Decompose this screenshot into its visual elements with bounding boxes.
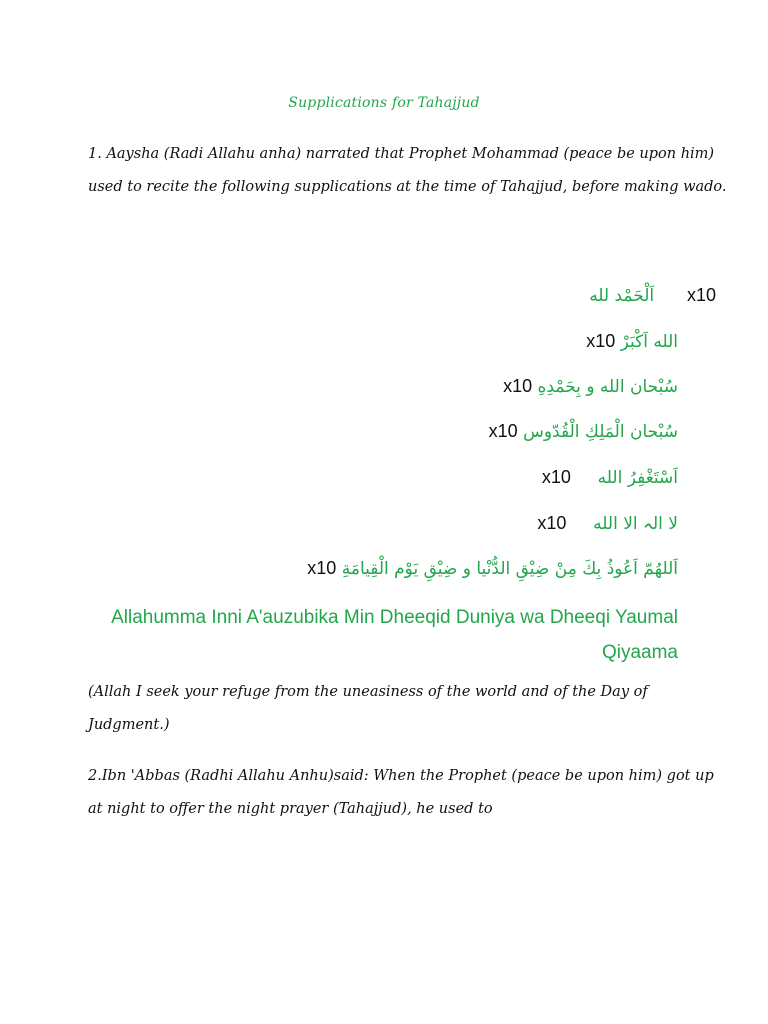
supplication-arabic: الله اَكْبَرْ [620, 332, 678, 352]
supplication-arabic: لا الہ الا الله [593, 514, 678, 534]
supplication-arabic: اَللهُمّ اَعُوذُ بِكَ مِنْ ضِيْقِ الدُّنْيا و ضِيْقِ يَوْم الْقِيامَةِ [341, 559, 678, 579]
supplication-count: x10 [488, 421, 518, 441]
supplication-line-3 [503, 376, 678, 397]
narration-paragraph-2: 2.Ibn 'Abbas (Radhi Allahu Anhu)said: When the Prophet (peace be upon him) got up at night to offer the night prayer (Tahajjud), he used to [88, 768, 714, 817]
supplication-arabic: سُبْحان الله و بِحَمْدِهِ [537, 377, 678, 397]
supplication-arabic: سُبْحان الْمَلِكِ الْقُدّوس [523, 422, 678, 442]
supplication-line-4 [489, 421, 678, 442]
narration-paragraph-1: 1. Aaysha (Radi Allahu anha) narrated that Prophet Mohammad (peace be upon him) used to recite the following supplications at the time of Tahajjud, before making wado. [88, 146, 727, 195]
supplication-line-6 [537, 513, 678, 534]
supplication-line-2 [586, 331, 678, 352]
translation-paragraph: (Allah I seek your refuge from the uneasiness of the world and of the Day of Judgment.) [88, 684, 648, 733]
supplication-count: x10 [537, 513, 567, 533]
document-title: Supplications for Tahajjud [288, 95, 480, 111]
supplication-arabic: اَلْحَمْد لله [589, 286, 655, 306]
supplication-line-1 [589, 285, 716, 306]
transliteration: Allahumma Inni A'auzubika Min Dheeqid Duniya wa Dheeqi Yaumal Qiyaama [111, 607, 678, 663]
supplication-count: x10 [503, 376, 533, 396]
supplication-count: x10 [307, 558, 337, 578]
supplication-count: x10 [586, 331, 616, 351]
supplication-count: x10 [686, 285, 716, 305]
supplication-line-7 [307, 558, 678, 579]
supplication-count: x10 [541, 467, 571, 487]
supplication-arabic: اَسْتَغْفِرُ الله [597, 468, 678, 488]
supplication-line-5 [542, 467, 678, 488]
